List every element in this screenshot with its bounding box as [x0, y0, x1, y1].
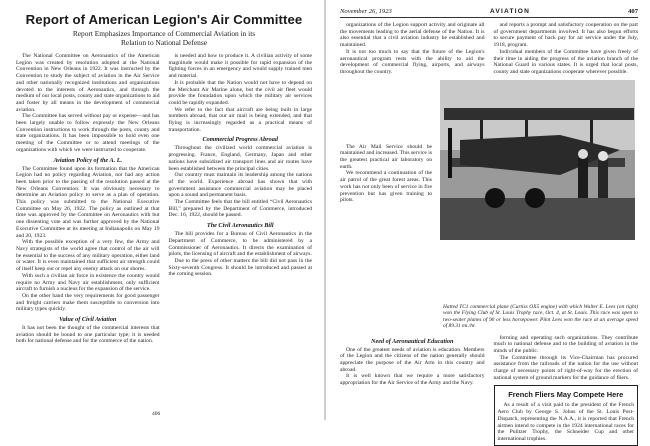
paragraph: The bill provides for a Bureau of Civil Aeronautics in the Department of Commerce, to be administered by a Commissioner of Aeronautics. It directs the examination of pilots, the licensing of aircraft and the establishment of airways.: [168, 231, 312, 258]
running-head: [340, 8, 638, 18]
section-heading: Commercial Progress Abroad: [202, 136, 278, 144]
paragraph: With the possible exception of a very few, the Army and Navy strategists of the world agree that control of the air will be essential to the success of any military operation, either land or water. It is even maintained that sufficient air strength could of itself keep out or repel any enemy attack on our shores.: [16, 239, 160, 273]
photo-caption: Hatted TC1 commercial plane (Curtiss OX5 engine) with which Walter E. Lees (on right) won the Flying Club of St. Louis Trophy race, Oct. 4, at St. Louis. This race was open to two-seater planes of 90 or less horsepower. Pilot Lees won the race at an average speed of 89.31 mi./hr.: [443, 303, 638, 329]
article-subtitle: [16, 29, 312, 47]
issue-date: November 26, 1923: [340, 8, 392, 15]
paragraph: One of the greatest needs of aviation is education. Members of the Legion and the citizens of the nation generally should appreciate the purpose of the Air Arm in this country and abroad.: [340, 346, 485, 373]
airplane-photo-illustration: [440, 80, 635, 240]
paragraph: The Air Mail Service should be maintained and increased. This service is the greatest practical air laboratory on earth.: [340, 143, 432, 170]
paragraph: Due to the press of other matters the bill did not pass in the Sixty-seventh Congress. It should be introduced and passed at the coming session.: [168, 257, 312, 278]
paragraph: The Committee feels that the bill entitled “Civil Aeronautics Bill,” prepared by the Department of Commerce, introduced Dec. 16, 1922, should be passed.: [168, 199, 312, 219]
right-bottom-column-1: [340, 335, 485, 446]
paragraph: Our country must maintain its leadership among the nations of the world. Experience abroad has shown that with government assistance commercial aviation may be placed upon a sound and permanent basis.: [168, 172, 312, 199]
paragraph: is needed and how to produce it. A civilian activity of some magnitude would make it possible for rapid expansion of the fighting forces in an emergency and would supply trained men and material.: [168, 53, 312, 80]
right-lower-column-1: [340, 144, 432, 204]
page-number: 407: [628, 8, 638, 15]
right-bottom-columns: [340, 335, 638, 446]
news-box-title: French Fliers May Compete Here: [508, 390, 624, 400]
paragraph: The Committee found upon its formation that the American Legion had no policy regarding Aviation, nor had any action been taken prior to the passing of the resolution passed at the New Orleans Convention. It was obviously necessary to determine an Aviation policy to serve as a plan of operation. This policy was submitted to the National Executive Committee on May 26, 1922. The policy as outlined at that time was approved by the Committee on Aeronautics with but one dissenting vote and was further approved by the National Executive Committee at its meeting at Indianapolis on May 19 and 20, 1923.: [16, 165, 160, 239]
article-title: Report of American Legion's Air Committee: [25, 12, 303, 27]
paragraph: We recommend a continuation of the air patrol of the great forest areas. This work has not only been of service in fire prevention but has given training to pilots.: [340, 170, 432, 204]
paragraph: It is well known that we require a more satisfactory appropriation for the Air Service of the Army and the Navy.: [340, 373, 485, 387]
paragraph: It has not been the thought of the commercial interests that aviation should be bound to one particular type; it is needed both for national defense and for the commerce of the nation.: [16, 325, 160, 345]
right-bottom-column-2: [494, 335, 639, 446]
airplane-photo: [440, 80, 635, 240]
paragraph: It is not too much to say that the future of the Legion's aeronautical program rests with the ability to aid the development of commercial flying, airports, and airways throughout the country.: [340, 48, 485, 75]
section-heading: Value of Civil Aviation: [59, 316, 117, 324]
page-number: 406: [152, 411, 161, 417]
news-box: [494, 385, 639, 445]
paragraph: With such a civilian air force in existence the country would require no Army and Navy air establishment, only sufficient aircraft to furnish a nucleus for the expansion of the service.: [16, 272, 160, 293]
right-top-columns: [340, 22, 638, 76]
section-heading: The Civil Aeronautics Bill: [206, 222, 274, 230]
section-heading: Need of Aeronautical Education: [371, 337, 454, 345]
subtitle-line-1: Report Emphasizes Importance of Commercial Aviation in its: [72, 29, 256, 38]
subtitle-line-2: Relation to National Defense: [121, 38, 207, 47]
paragraph: It is probable that the Nation would not have to depend on the Merchant Air Marine alone, but the civil air fleet would provide the foundation upon which the military air services could be rapidly expanded.: [168, 79, 312, 106]
paragraph: The National Committee on Aeronautics of the American Legion was created by resolution adopted at the National Convention in New Orleans in 1922. It was instructed by the Convention to study the subject of aviation in the Air Service and other nationally recognized institutions and organizations devoted to the interests of Aeronautics, and through the medium of our local posts, county and state organizations to aid and foster by all means in the development of commercial aviation.: [16, 53, 160, 113]
paragraph: Individual members of the Committee have given freely of their time in aiding the progress of the aviation branch of the National Guard in various states. It is urged that local posts, county and state organizations cooperate wherever possible.: [493, 48, 638, 75]
right-page: [326, 0, 650, 442]
paragraph: Throughout the civilized world commercial aviation is progressing. France, England, Germany, Japan and other nations have subsidized air transport lines and air routes have been established between the principal cities.: [168, 145, 312, 172]
paragraph: We refer to the fact that aircraft are being built in large numbers abroad, that our air mail is being extended, and that flying is increasingly regarded as a practical means of transportation.: [168, 106, 312, 133]
paragraph: forming and operating such organizations. They contribute much to national defense and to the building of aviation in the minds of the public.: [493, 334, 638, 354]
left-page: [0, 0, 324, 420]
left-column-2: [169, 53, 313, 345]
paragraph: The Committee has served without pay or expense—and has been largely unable to follow expressly the New Orleans Convention instructions to work through the posts, county and state organizations. It has been impossible to hold even one meeting of the Committee or to attend meetings of the organizations with which we were instructed to cooperate.: [16, 113, 160, 153]
right-top-column-2: [494, 22, 639, 76]
paragraph: and reports a prompt and satisfactory cooperation on the part of government departments involved. It has also begun efforts to secure payment of back pay for air service under the July, 1918, program.: [493, 22, 638, 49]
left-column-1: [16, 53, 160, 345]
right-top-column-1: [340, 22, 485, 76]
paragraph: organizations of the Legion support activity and originate all the movements leading to the aerial defense of the Nation. It is also essential that a civil aviation industry be established and maintained.: [340, 22, 485, 49]
left-page-columns: [16, 53, 312, 345]
paragraph: The Committee through its Vice-Chairman has procured assistance from the railroads of the nation for the use without charge of necessary points of right-of-way for the erection of national system of ground markers for the guidance of fliers.: [493, 354, 638, 381]
paragraph: On the other hand the very requirements for good passenger and freight carriers make them susceptible to conversion into military types quickly.: [16, 292, 160, 313]
news-box-text: As a result of a visit paid to the president of the French Aero Club by George S. Johns of the St. Louis Post-Dispatch, representing the N.A.A., it is reported that French airmen intend to compete in the 1924 international races for the Pulitzer Trophy, the Schneider Cup and other international trophies.: [497, 402, 634, 442]
section-heading: Aviation Policy of the A. L.: [53, 156, 123, 164]
magazine-title: AVIATION: [489, 8, 531, 15]
